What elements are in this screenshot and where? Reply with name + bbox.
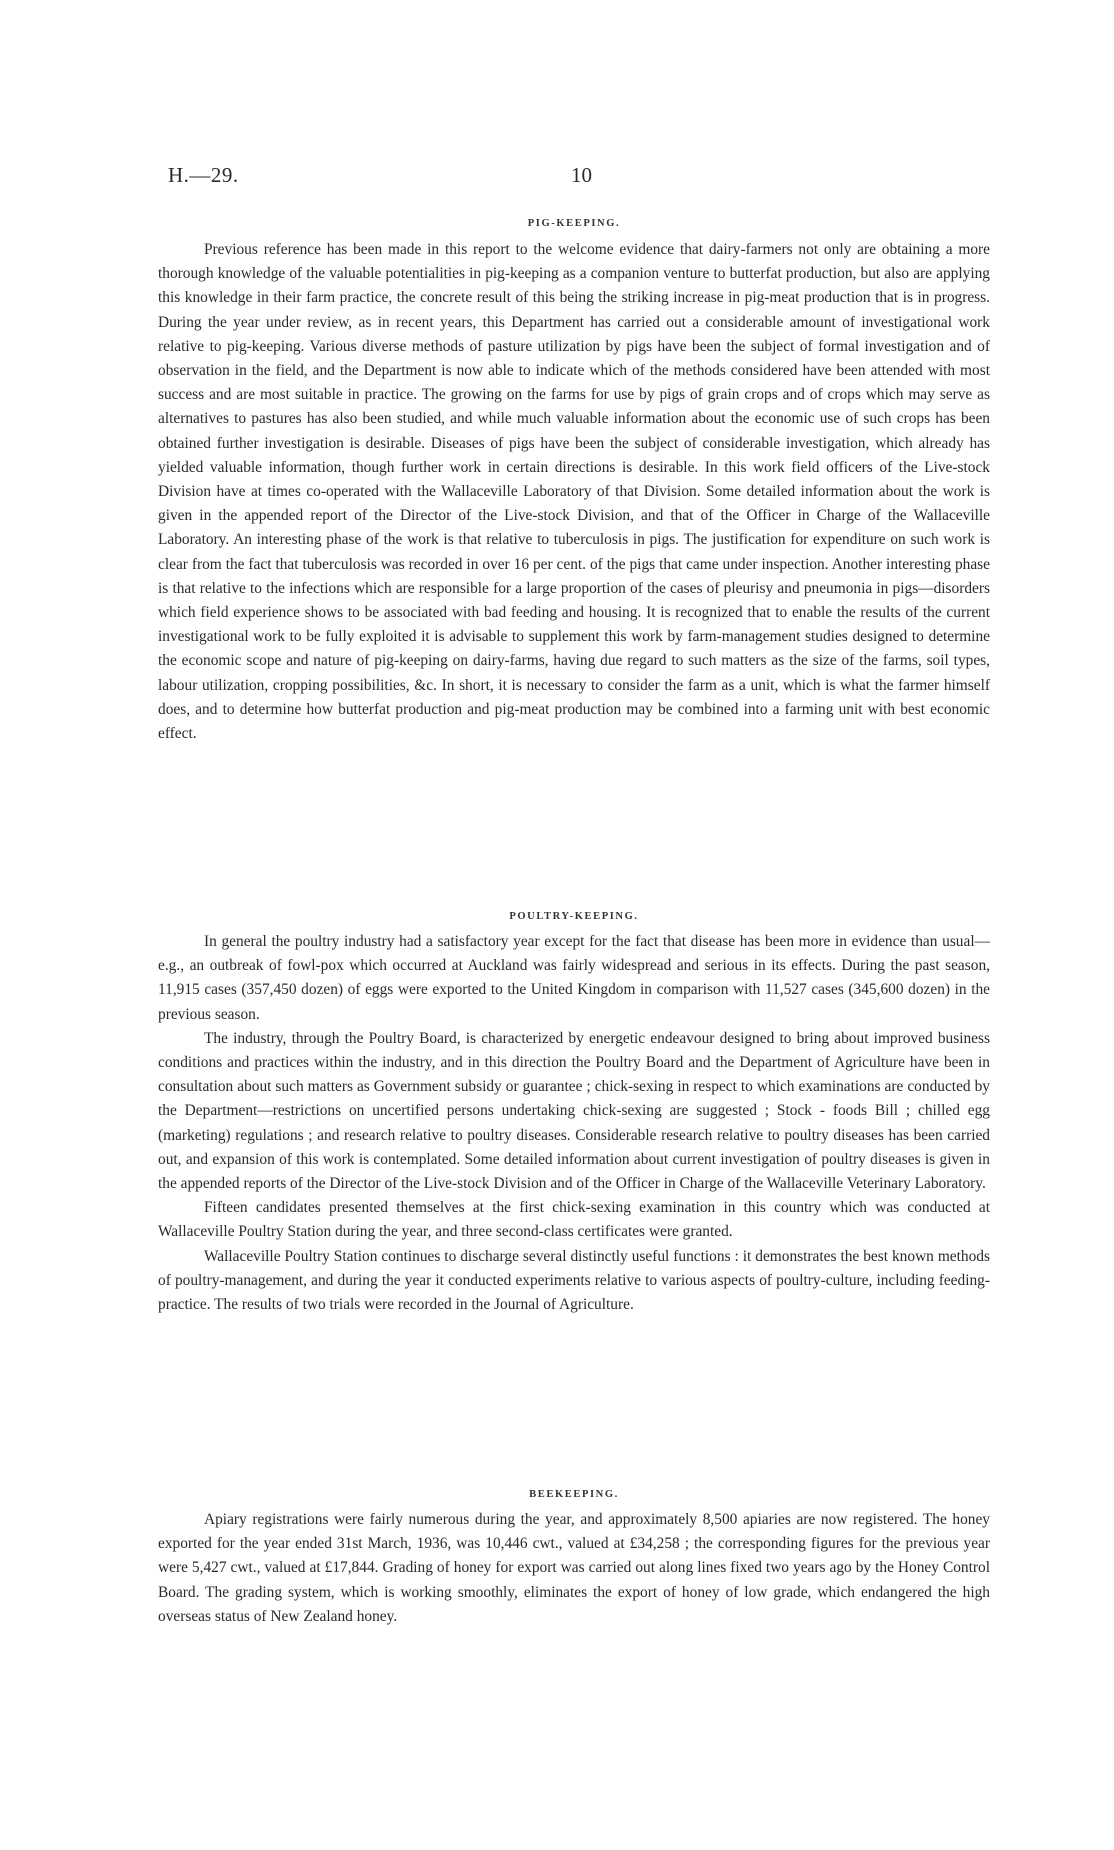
paragraph: In general the poultry industry had a satisfactory year except for the fact that disease has been more in evidence than usual—e.g., an outbreak of fowl-pox which occurred at Auckland was fairly widespread and serious in its effects. During the past season, 11,915 cases (357,450 dozen) of eggs were exported to the United Kingdom in comparison with 11,527 cases (345,600 dozen) in the previous season. [158,933,990,1023]
section-heading-poultry-keeping: POULTRY-KEEPING. [509,911,639,922]
report-reference: H.—29. [168,163,239,187]
pig-keeping-section [158,218,990,746]
paragraph: Apiary registrations were fairly numerous during the year, and approximately 8,500 apiaries are now registered. The honey exported for the year ended 31st March, 1936, was 10,446 cwt., valued at £34,258 ; the corresponding figures for the previous year were 5,427 cwt., valued at £17,844. Grading of honey for export was carried out along lines fixed two years ago by the Honey Control Board. The grading system, which is working smoothly, eliminates the export of honey of low grade, which endangered the high overseas status of New Zealand honey. [158,1511,990,1625]
page-number: 10 [571,163,592,187]
paragraph: The industry, through the Poultry Board, is characterized by energetic endeavour designed to bring about improved business conditions and practices within the industry, and in this direction the Poultry Board and the Department of Agriculture have been in consultation about such matters as Government subsidy or guarantee ; chick-sexing in respect to which examinations are conducted by the Department—restrictions on uncertified persons undertaking chick-sexing are suggested ; Stock - foods Bill ; chilled egg (marketing) regulations ; and research relative to poultry diseases. Considerable research relative to poultry diseases has been carried out, and expansion of this work is contemplated. Some detailed information about current investigation of poultry diseases is given in the appended reports of the Director of the Live-stock Division and of the Officer in Charge of the Wallaceville Veterinary Laboratory. [158,1029,990,1193]
paragraph: Fifteen candidates presented themselves at the first chick-sexing examination in this country which was conducted at Wallaceville Poultry Station during the year, and three second-class certificates were granted. [158,1199,990,1241]
paragraph: Wallaceville Poultry Station continues to discharge several distinctly useful functions : it demonstrates the best known methods of poultry-management, and during the year it conducted experiments relative to various aspects of poultry-culture, including feeding-practice. The results of two trials were recorded in the Journal of Agriculture. [158,1247,990,1314]
poultry-keeping-section [158,911,990,1317]
section-heading-pig-keeping: PIG-KEEPING. [527,218,621,229]
section-heading-beekeeping: BEEKEEPING. [529,1489,619,1500]
beekeeping-section [158,1489,990,1629]
paragraph: Previous reference has been made in this report to the welcome evidence that dairy-farmers not only are obtaining a more thorough knowledge of the valuable potentialities in pig-keeping as a companion venture to butterfat production, but also are applying this knowledge in their farm practice, the concrete result of this being the striking increase in pig-meat production that is in progress. During the year under review, as in recent years, this Department has carried out a considerable amount of investigational work relative to pig-keeping. Various diverse methods of pasture utilization by pigs have been the subject of formal investigation and of observation in the field, and the Department is now able to indicate which of the methods considered have been attended with most success and are most suitable in practice. The growing on the farms for use by pigs of grain crops and of crops which may serve as alternatives to pastures has also been studied, and while much valuable information about the economic use of such crops has been obtained further investigation is desirable. Diseases of pigs have been the subject of considerable investigation, which already has yielded valuable information, though further work in certain directions is desirable. In this work field officers of the Live-stock Division have at times co-operated with the Wallaceville Laboratory of that Division. Some detailed information about the work is given in the appended report of the Director of the Live-stock Division, and that of the Officer in Charge of the Wallaceville Laboratory. An interesting phase of the work is that relative to tuberculosis in pigs. The justification for expenditure on such work is clear from the fact that tuberculosis was recorded in over 16 per cent. of the pigs that came under inspection. Another interesting phase is that relative to the infections which are responsible for a large proportion of the cases of pleurisy and pneumonia in pigs—disorders which field experience shows to be associated with bad feeding and housing. It is recognized that to enable the results of the current investigational work to be fully exploited it is advisable to supplement this work by farm-management studies designed to determine the economic scope and nature of pig-keeping on dairy-farms, having due regard to such matters as the size of the farms, soil types, labour utilization, cropping possibilities, &c. In short, it is necessary to consider the farm as a unit, which is what the farmer himself does, and to determine how butterfat production and pig-meat production may be combined into a farming unit with best economic effect. [158,241,990,743]
